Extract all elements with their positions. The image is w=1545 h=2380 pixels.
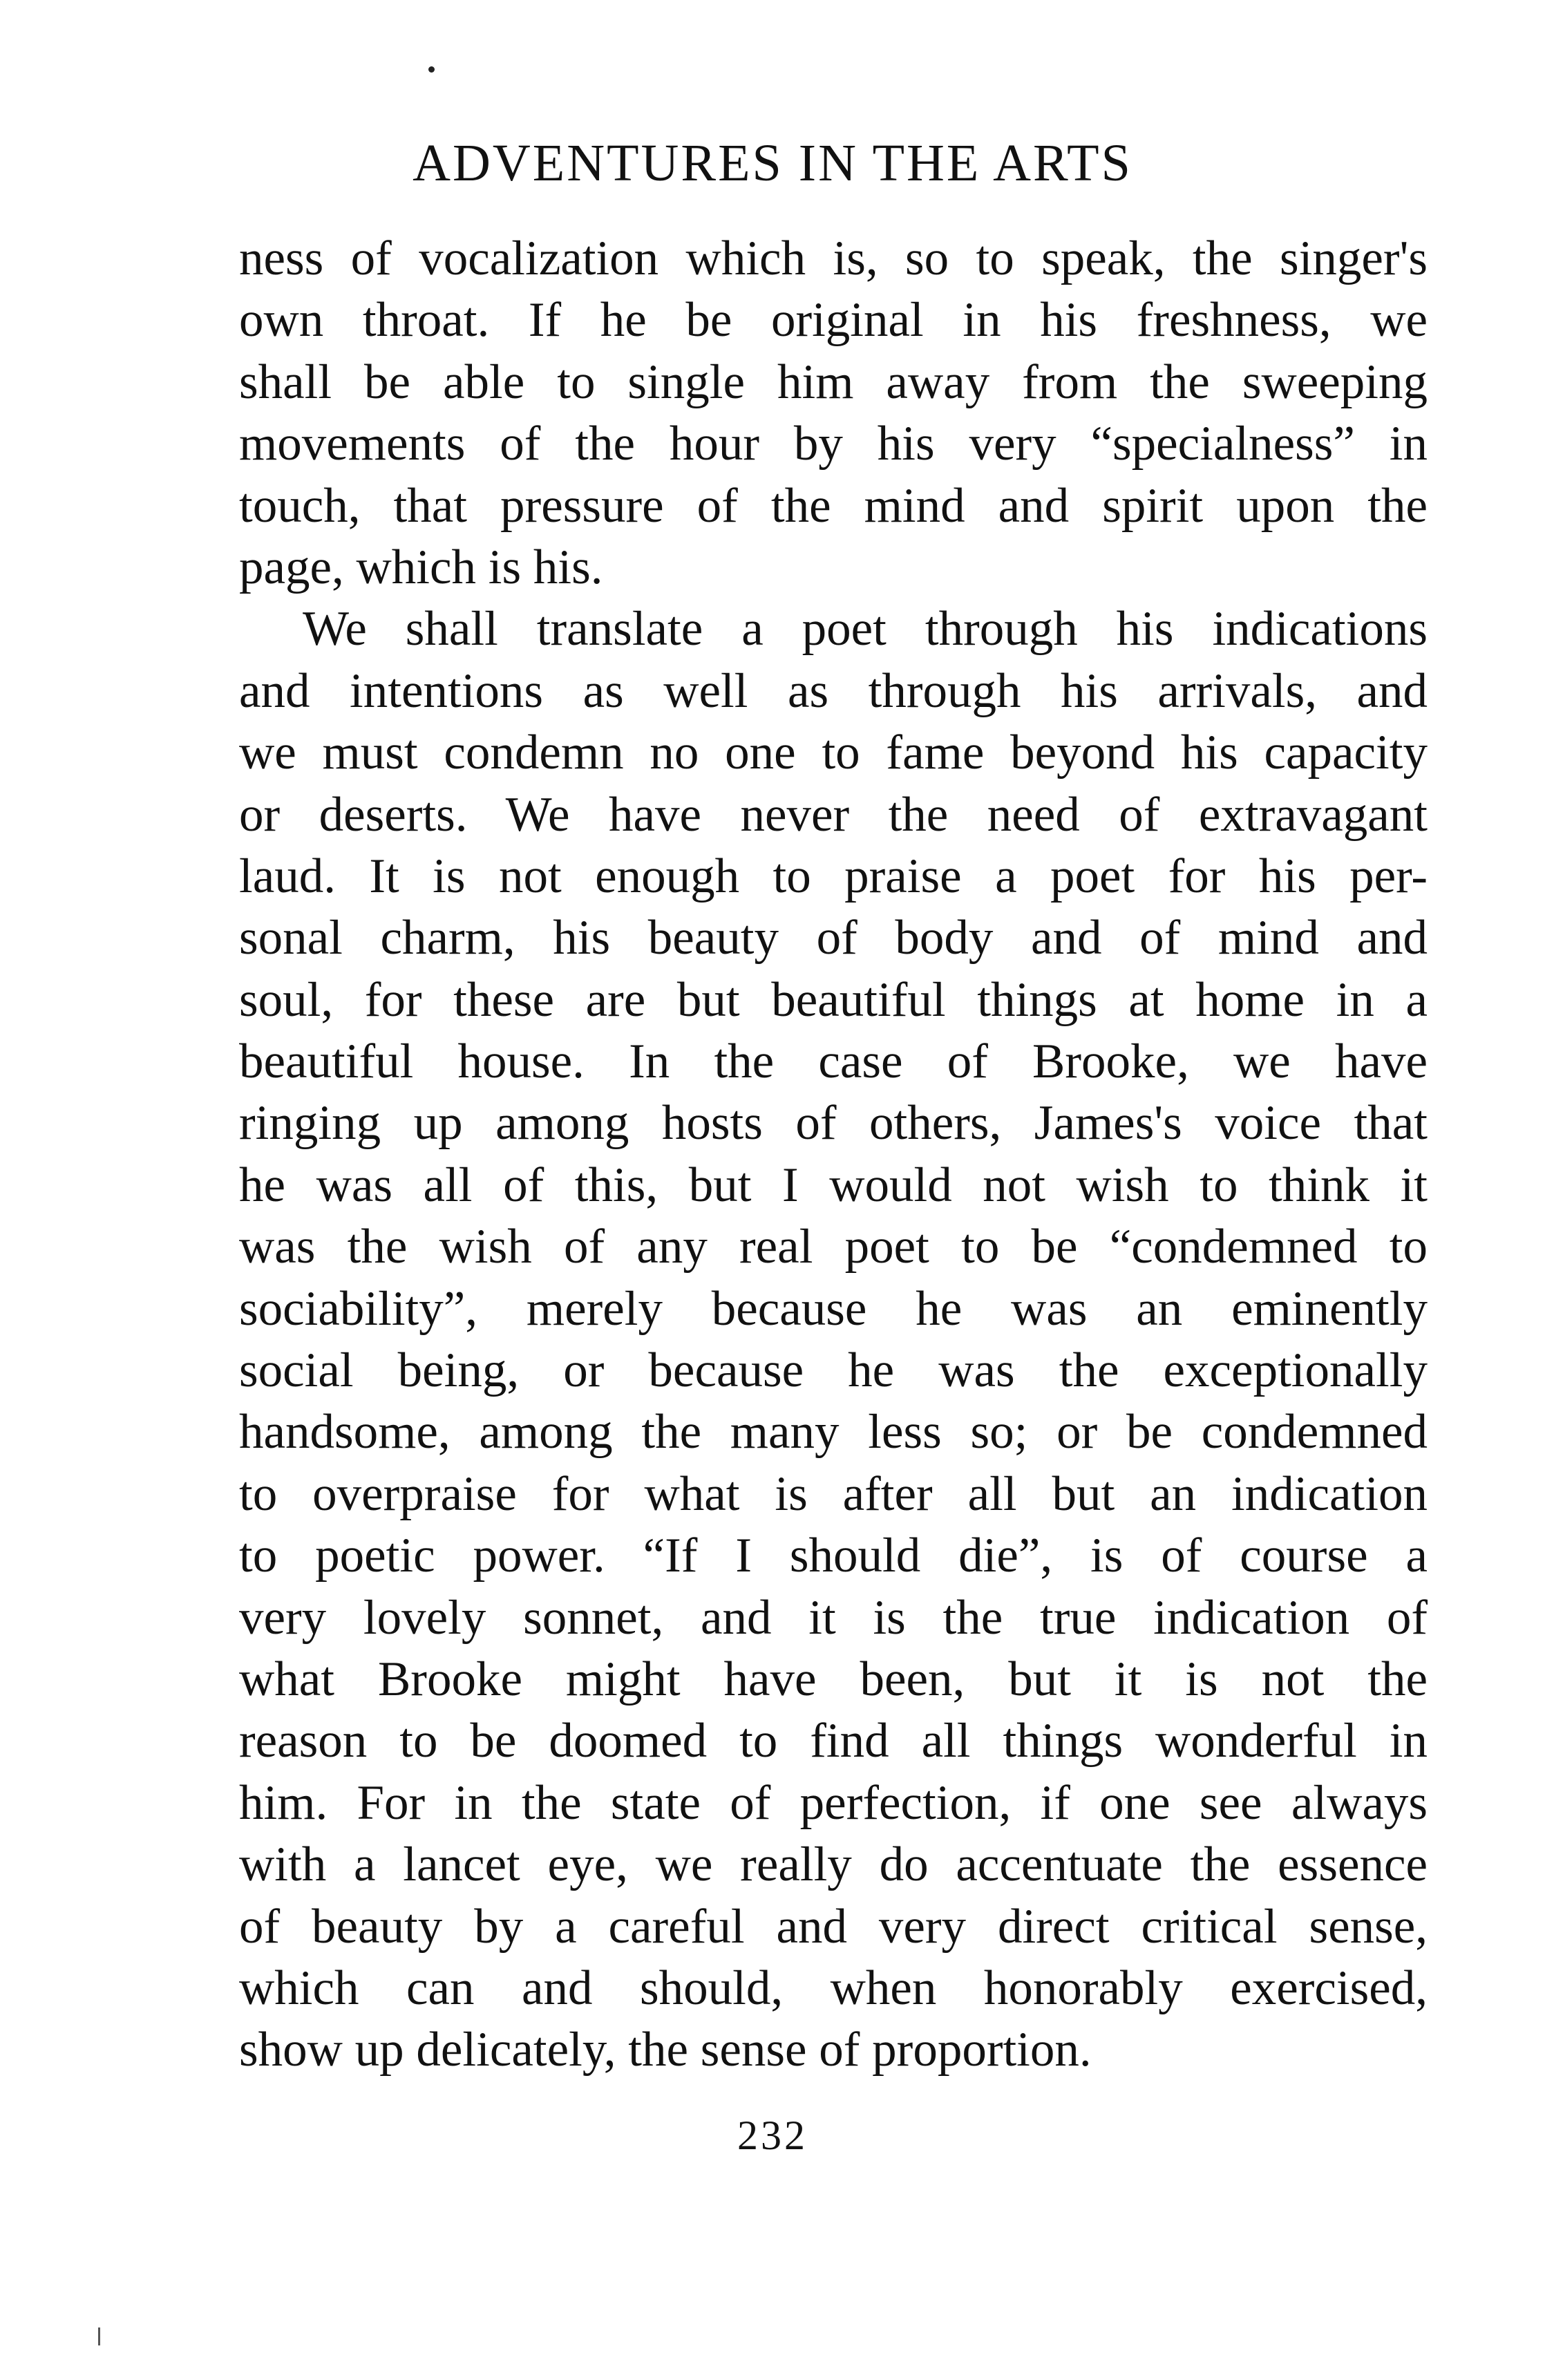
- text-line: social being, or because he was the exceptionally: [239, 1343, 1428, 1398]
- body-text: [239, 228, 1428, 2081]
- text-line: We shall translate a poet through his indications: [303, 602, 1428, 657]
- text-line: we must condemn no one to fame beyond his capacity: [239, 726, 1428, 780]
- scan-edge-mark: [98, 2327, 100, 2345]
- text-line: handsome, among the many less so; or be condemned: [239, 1405, 1428, 1460]
- text-line: beautiful house. In the case of Brooke, we have: [239, 1035, 1428, 1089]
- text-line: own throat. If he be original in his freshness, we: [239, 293, 1428, 348]
- text-line: laud. It is not enough to praise a poet for his per-: [239, 849, 1428, 903]
- text-line: page, which is his.: [239, 540, 603, 594]
- text-line: to poetic power. “If I should die”, is of course a: [239, 1529, 1428, 1583]
- text-line: what Brooke might have been, but it is not the: [239, 1652, 1428, 1706]
- text-line: with a lancet eye, we really do accentuate the essence: [239, 1838, 1428, 1892]
- page-number: 232: [737, 2113, 808, 2158]
- text-line: show up delicately, the sense of proportion.: [239, 2023, 1092, 2077]
- text-line: which can and should, when honorably exercised,: [239, 1961, 1428, 2015]
- text-line: soul, for these are but beautiful things at home in a: [239, 972, 1428, 1027]
- running-head: ADVENTURES IN THE ARTS: [413, 134, 1132, 192]
- text-line: ringing up among hosts of others, James's voice that: [239, 1096, 1428, 1151]
- text-line: reason to be doomed to find all things wonderful in: [239, 1714, 1428, 1768]
- text-line: sociability”, merely because he was an eminently: [239, 1281, 1428, 1336]
- text-line: ness of vocalization which is, so to speak, the singer's: [239, 232, 1428, 285]
- text-line: shall be able to single him away from the sweeping: [239, 355, 1428, 409]
- text-line: sonal charm, his beauty of body and of mind and: [239, 911, 1428, 965]
- text-line: touch, that pressure of the mind and spirit upon the: [239, 478, 1428, 533]
- text-line: very lovely sonnet, and it is the true indication of: [239, 1590, 1428, 1645]
- text-line: and intentions as well as through his arrivals, and: [239, 663, 1428, 718]
- text-line: him. For in the state of perfection, if one see always: [239, 1775, 1428, 1830]
- text-line: was the wish of any real poet to be “condemned to: [239, 1220, 1428, 1274]
- text-line: he was all of this, but I would not wish to think it: [239, 1158, 1428, 1212]
- text-line: movements of the hour by his very “specialness” in: [239, 417, 1428, 471]
- text-line: of beauty by a careful and very direct critical sense,: [239, 1899, 1428, 1954]
- print-speck: [428, 66, 435, 73]
- text-line: to overpraise for what is after all but an indication: [239, 1466, 1428, 1521]
- text-line: or deserts. We have never the need of extravagant: [239, 787, 1428, 842]
